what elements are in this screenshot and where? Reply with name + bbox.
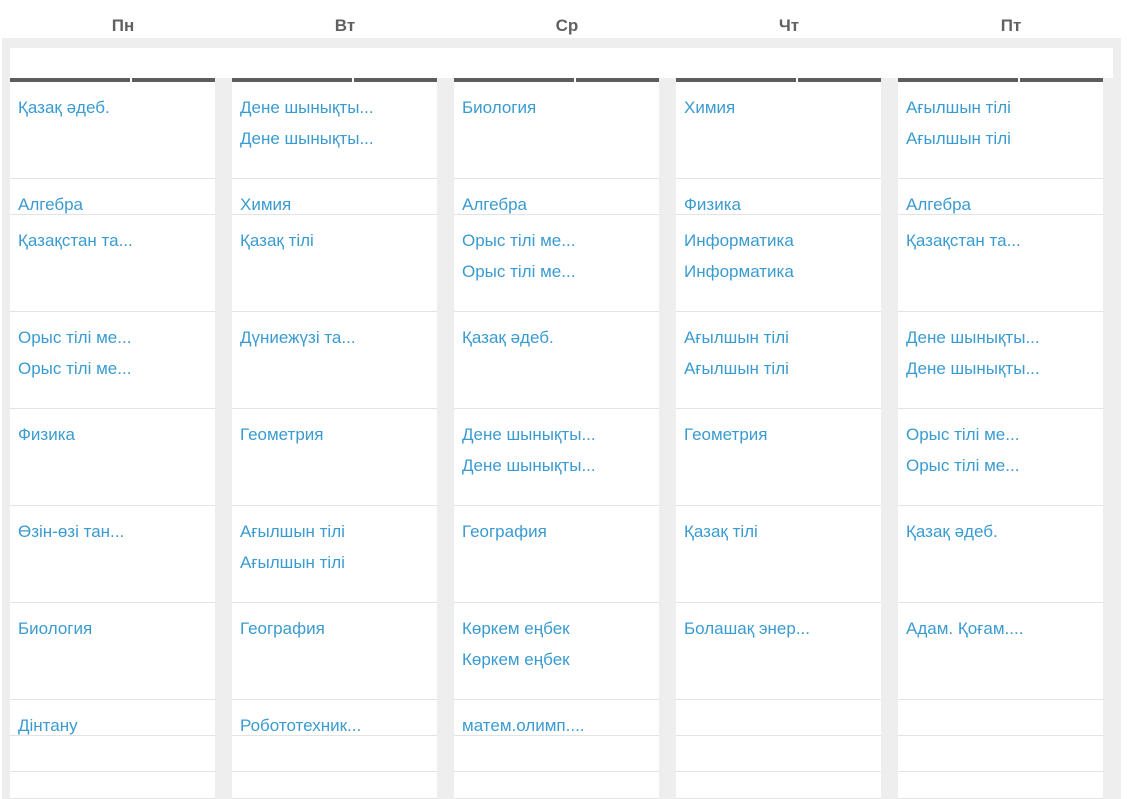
lesson-link[interactable]: Алгебра	[906, 195, 971, 214]
schedule-panel	[2, 38, 1121, 799]
lesson-link[interactable]: Дене шынықты...	[462, 425, 596, 444]
schedule-cell	[454, 603, 659, 700]
schedule-cell	[10, 700, 215, 736]
schedule-cell	[676, 700, 881, 736]
lesson-link[interactable]: Дене шынықты...	[906, 359, 1040, 378]
schedule-cell	[232, 736, 437, 772]
schedule-cell	[454, 312, 659, 409]
lesson-link[interactable]: Дене шынықты...	[240, 98, 374, 117]
lesson-link[interactable]: Ағылшын тілі	[906, 129, 1011, 148]
schedule-cell	[232, 409, 437, 506]
lesson-link[interactable]: Өзін-өзі тан...	[18, 522, 125, 541]
lesson-link[interactable]: Орыс тілі ме...	[18, 328, 132, 347]
lesson-link[interactable]: матем.олимп....	[462, 716, 585, 735]
schedule-cell	[232, 603, 437, 700]
lesson-link[interactable]: Адам. Қоғам....	[906, 619, 1024, 638]
lesson-link[interactable]: Орыс тілі ме...	[18, 359, 132, 378]
schedule-cell	[676, 603, 881, 700]
schedule-cell	[10, 736, 215, 772]
schedule-cell	[454, 736, 659, 772]
lesson-link[interactable]: Дінтану	[18, 716, 78, 735]
lesson-link[interactable]: Қазақ тілі	[684, 522, 758, 541]
day-header-wed: Ср	[555, 16, 579, 35]
lesson-link[interactable]: Ағылшын тілі	[906, 98, 1011, 117]
schedule-cell	[898, 409, 1103, 506]
schedule-cell	[454, 700, 659, 736]
lesson-link[interactable]: Алгебра	[18, 195, 83, 214]
schedule-top-strip	[10, 48, 1113, 78]
schedule-cell	[454, 409, 659, 506]
schedule-cell	[676, 312, 881, 409]
lesson-link[interactable]: Қазақ әдеб.	[906, 522, 998, 541]
day-column-mon	[10, 78, 215, 799]
day-column-tue	[232, 78, 437, 799]
schedule-cell	[454, 506, 659, 603]
lesson-link[interactable]: Қазақ әдеб.	[462, 328, 554, 347]
weekday-header	[0, 0, 1127, 38]
schedule-cell	[10, 215, 215, 312]
schedule-cell	[676, 82, 881, 179]
lesson-link[interactable]: Орыс тілі ме...	[906, 425, 1020, 444]
day-column-wed	[454, 78, 659, 799]
schedule-cell	[898, 700, 1103, 736]
day-header-fri: Пт	[1000, 16, 1022, 35]
schedule-cell	[10, 312, 215, 409]
day-header-thu: Чт	[778, 16, 800, 35]
schedule-cell	[676, 409, 881, 506]
schedule-cell	[676, 772, 881, 799]
schedule-cell	[232, 215, 437, 312]
lesson-link[interactable]: Қазақстан та...	[906, 231, 1021, 250]
schedule-cell	[10, 82, 215, 179]
schedule-cell	[10, 772, 215, 799]
schedule-cell	[454, 215, 659, 312]
lesson-link[interactable]: Қазақстан та...	[18, 231, 133, 250]
schedule-cell	[676, 736, 881, 772]
schedule-cell	[232, 82, 437, 179]
lesson-link[interactable]: Дене шынықты...	[906, 328, 1040, 347]
schedule-cell	[10, 506, 215, 603]
schedule-cell	[454, 82, 659, 179]
lesson-link[interactable]: Дене шынықты...	[462, 456, 596, 475]
lesson-link[interactable]: Көркем еңбек	[462, 619, 570, 638]
lesson-link[interactable]: Биология	[462, 98, 537, 117]
schedule-cell	[232, 700, 437, 736]
lesson-link[interactable]: Геометрия	[684, 425, 768, 444]
lesson-link[interactable]: Физика	[18, 425, 75, 444]
day-header-mon: Пн	[111, 16, 135, 35]
schedule-cell	[898, 736, 1103, 772]
lesson-link[interactable]: Қазақ әдеб.	[18, 98, 110, 117]
lesson-link[interactable]: Геометрия	[240, 425, 324, 444]
day-column-thu	[676, 78, 881, 799]
schedule-cell	[10, 603, 215, 700]
lesson-link[interactable]: Химия	[240, 195, 292, 214]
schedule-cell	[898, 603, 1103, 700]
lesson-link[interactable]: Орыс тілі ме...	[906, 456, 1020, 475]
lesson-link[interactable]: Ағылшын тілі	[684, 328, 789, 347]
schedule-cell	[232, 179, 437, 215]
day-column-fri	[898, 78, 1103, 799]
lesson-link[interactable]: Дене шынықты...	[240, 129, 374, 148]
schedule-cell	[10, 409, 215, 506]
schedule-cell	[898, 506, 1103, 603]
schedule-cell	[898, 312, 1103, 409]
day-header-tue: Вт	[334, 16, 356, 35]
schedule-cell	[898, 215, 1103, 312]
schedule-cell	[454, 772, 659, 799]
schedule-cell	[454, 179, 659, 215]
lesson-link[interactable]: Информатика	[684, 231, 794, 250]
lesson-link[interactable]: Болашақ энер...	[684, 619, 811, 638]
lesson-link[interactable]: Ағылшын тілі	[684, 359, 789, 378]
schedule-cell	[898, 82, 1103, 179]
schedule-cell	[898, 179, 1103, 215]
lesson-link[interactable]: География	[462, 522, 547, 541]
lesson-link[interactable]: Физика	[684, 195, 741, 214]
schedule-cell	[676, 506, 881, 603]
lesson-link[interactable]: Орыс тілі ме...	[462, 231, 576, 250]
lesson-link[interactable]: Биология	[18, 619, 93, 638]
lesson-link[interactable]: Алгебра	[462, 195, 527, 214]
lesson-link[interactable]: Химия	[684, 98, 736, 117]
schedule-cell	[232, 772, 437, 799]
lesson-link[interactable]: Робототехник...	[240, 716, 362, 735]
lesson-link[interactable]: Көркем еңбек	[462, 650, 570, 669]
lesson-link[interactable]: Ағылшын тілі	[240, 522, 345, 541]
schedule-cell	[676, 215, 881, 312]
schedule-cell	[898, 772, 1103, 799]
schedule-cell	[10, 179, 215, 215]
schedule-cell	[232, 312, 437, 409]
schedule-cell	[676, 179, 881, 215]
lesson-link[interactable]: Орыс тілі ме...	[462, 262, 576, 281]
lesson-link[interactable]: Информатика	[684, 262, 794, 281]
lesson-link[interactable]: Қазақ тілі	[240, 231, 314, 250]
lesson-link[interactable]: География	[240, 619, 325, 638]
schedule-cell	[232, 506, 437, 603]
lesson-link[interactable]: Ағылшын тілі	[240, 553, 345, 572]
lesson-link[interactable]: Дүниежүзі та...	[240, 328, 356, 347]
